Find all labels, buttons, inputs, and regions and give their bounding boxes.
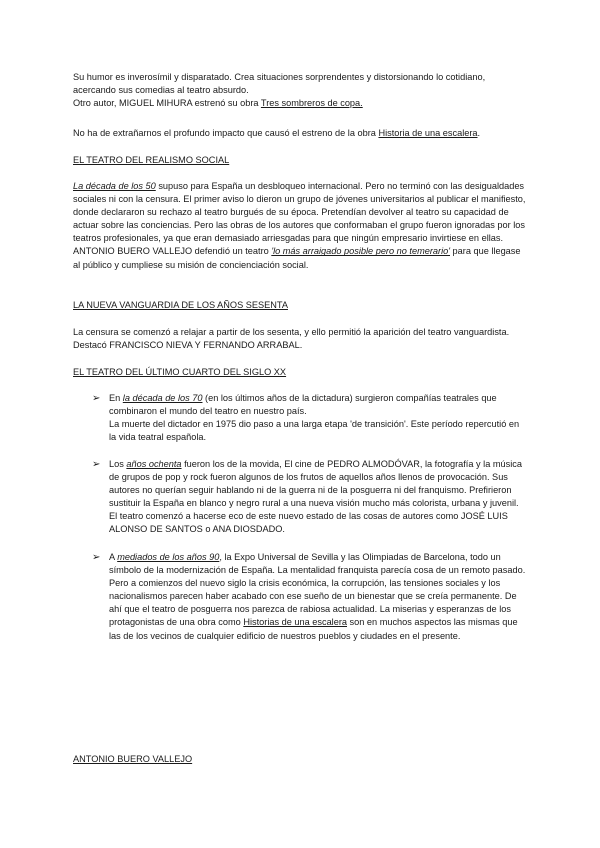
link-historias-escalera: Historias de una escalera [243,617,347,628]
vanguardia-text: La censura se comenzó a relajar a partir de los sesenta, y ello permitió la aparición del teatro vanguardista. Destacó FRANCISCO NIEVA Y FERNANDO ARRABAL. [73,327,510,351]
bullet-90s-text-end: son en muchos aspectos las mismas que las de los vecinos de cualquier edificio de nuestros pueblos y ciudades en el presente. [109,617,518,641]
intro-mihura-text: Otro autor, MIGUEL MIHURA estrenó su obra [73,98,261,109]
link-tres-sombreros: Tres sombreros de copa. [260,98,363,109]
heading-ultimo-cuarto: EL TEATRO DEL ÚLTIMO CUARTO DEL SIGLO XX [73,367,287,377]
buero-text-end: para que llegase al público y cumpliese su misión de concienciación social. [73,246,521,270]
bullet-70s-text-2: La muerte del dictador en 1975 dio paso a una larga etapa 'de transición'. Este período repercutió en la vida teatral española. [109,419,520,443]
bullet-70s-lead: En [109,393,123,403]
bullet-70s-text: (en los últimos años de la dictadura) surgieron compañías teatrales que combinaron el mundo del teatro en nuestro país. [109,393,497,417]
bullet-arrow-icon: ➢ [92,552,101,563]
bullet-arrow-icon: ➢ [92,393,101,404]
realismo-paragraph [73,180,528,272]
link-anos-ochenta: años ochenta [126,459,182,469]
heading-nueva-vanguardia: LA NUEVA VANGUARDIA DE LOS AÑOS SESENTA [73,300,288,310]
buero-text: ANTONIO BUERO VALLEJO defendió un teatro [73,246,272,257]
bullet-arrow-icon: ➢ [92,459,101,470]
intro-mihura [73,97,528,110]
bullet-item-80s [109,458,527,537]
realismo-text: supuso para España un desbloqueo internacional. Pero no terminó con las desigualdades sociales ni con la censura. El primer aviso lo dieron un grupo de jóvenes universitarios al publicar el manifiesto, donde declararon su rechazo al teatro burgués de su época. Pretendían devolver al teatro su capacidad de actuar sobre las conciencias. Pero las obras de los autores que conformaban el grupo fueron ignoradas por los teatros profesionales, ya que eran demasiado arriesgadas para que ningún empresario invirtiese en ellas. [73,181,526,244]
link-historia-escalera: Historia de una escalera [378,128,478,138]
intro-paragraph [73,71,528,110]
link-decada-50: La década de los 50 [73,181,156,191]
vanguardia-paragraph [73,326,528,352]
bullet-item-70s [109,392,527,444]
buero-quote: 'lo más arraigado posible pero no temerario' [271,246,450,257]
intro-impact-paragraph [73,127,528,140]
heading-buero-vallejo: ANTONIO BUERO VALLEJO [73,754,193,764]
bullet-90s-lead: A [109,552,118,562]
bullet-80s-text: fueron los de la movida, El cine de PEDRO ALMODÓVAR, la fotografía y la música de grupos de pop y rock fueron algunos de los frutos de aquellos años llenos de provocación. Sus autores no querían seguir hablando ni de la guerra ni de la posguerra ni del franquismo. Prefirieron sustituir la España en blanco y negro rural a una nueva visión mucho más colorista, urbana y juvenil. El teatro comenzó a hacerse eco de este nuevo estado de las cosas de autores como JOSÉ LUIS ALONSO DE SANTOS o ANA DIOSDADO. [109,459,522,535]
impact-end: . [477,128,481,138]
intro-text: Su humor es inverosímil y disparatado. Crea situaciones sorprendentes y distorsionando lo cotidiano, acercando sus comedias al teatro absurdo. [73,72,486,96]
bullet-item-90s [109,551,527,643]
link-decada-70: la década de los 70 [122,393,203,403]
bullet-80s-lead: Los [109,459,127,469]
link-mediados-90: mediados de los años 90 [117,552,220,562]
bullet-90s-text: , la Expo Universal de Sevilla y las Olimpiadas de Barcelona, todo un símbolo de la modernización de España. La mentalidad franquista parecía cosa de un remoto pasado. Pero a comienzos del nuevo siglo la crisis económica, la corrupción, las tensiones sociales y los nacionalismos parecen haber acabado con ese sueño de un bienestar que se creía permanente. De ahí que el teatro de posguerra nos parezca de rabiosa actualidad. La miserias y esperanzas de los protagonistas de una obra como [109,552,526,628]
heading-realismo-social: EL TEATRO DEL REALISMO SOCIAL [73,155,230,165]
impact-text: No ha de extrañarnos el profundo impacto que causó el estreno de la obra [73,128,379,138]
